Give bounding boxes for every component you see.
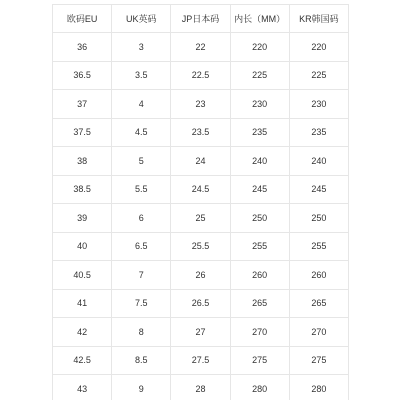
table-row (53, 346, 349, 375)
table-header (53, 5, 349, 33)
table-row (53, 90, 349, 119)
cell-eu: 36.5 (53, 61, 112, 90)
table-row (53, 232, 349, 261)
cell-kr: 280 (289, 375, 348, 400)
cell-kr: 250 (289, 204, 348, 233)
table-row (53, 375, 349, 400)
cell-jp: 25.5 (171, 232, 230, 261)
cell-kr: 260 (289, 261, 348, 290)
cell-kr: 220 (289, 33, 348, 62)
cell-eu: 43 (53, 375, 112, 400)
cell-eu: 36 (53, 33, 112, 62)
cell-eu: 40 (53, 232, 112, 261)
cell-kr: 235 (289, 118, 348, 147)
cell-eu: 39 (53, 204, 112, 233)
cell-kr: 225 (289, 61, 348, 90)
cell-uk: 4.5 (112, 118, 171, 147)
cell-inner-length: 265 (230, 289, 289, 318)
cell-inner-length: 255 (230, 232, 289, 261)
cell-jp: 28 (171, 375, 230, 400)
cell-jp: 27 (171, 318, 230, 347)
cell-jp: 24.5 (171, 175, 230, 204)
cell-uk: 8.5 (112, 346, 171, 375)
cell-jp: 26.5 (171, 289, 230, 318)
table-row (53, 175, 349, 204)
size-conversion-table (52, 4, 349, 400)
cell-jp: 23.5 (171, 118, 230, 147)
table-row (53, 261, 349, 290)
cell-uk: 9 (112, 375, 171, 400)
cell-uk: 7 (112, 261, 171, 290)
cell-kr: 265 (289, 289, 348, 318)
cell-uk: 8 (112, 318, 171, 347)
cell-uk: 3 (112, 33, 171, 62)
table-row (53, 61, 349, 90)
table-row (53, 33, 349, 62)
cell-jp: 23 (171, 90, 230, 119)
cell-eu: 42.5 (53, 346, 112, 375)
header-jp: JP日本码 (171, 5, 230, 33)
header-kr: KR韩国码 (289, 5, 348, 33)
table-row (53, 147, 349, 176)
header-row (53, 5, 349, 33)
cell-uk: 5 (112, 147, 171, 176)
cell-jp: 25 (171, 204, 230, 233)
cell-kr: 230 (289, 90, 348, 119)
cell-inner-length: 235 (230, 118, 289, 147)
cell-inner-length: 220 (230, 33, 289, 62)
cell-uk: 4 (112, 90, 171, 119)
table-row (53, 289, 349, 318)
cell-jp: 27.5 (171, 346, 230, 375)
table-body (53, 33, 349, 400)
cell-eu: 40.5 (53, 261, 112, 290)
cell-eu: 41 (53, 289, 112, 318)
cell-inner-length: 250 (230, 204, 289, 233)
table-row (53, 318, 349, 347)
header-uk: UK英码 (112, 5, 171, 33)
cell-eu: 38 (53, 147, 112, 176)
cell-inner-length: 275 (230, 346, 289, 375)
cell-inner-length: 240 (230, 147, 289, 176)
cell-inner-length: 245 (230, 175, 289, 204)
table-row (53, 118, 349, 147)
cell-jp: 24 (171, 147, 230, 176)
cell-kr: 275 (289, 346, 348, 375)
cell-jp: 26 (171, 261, 230, 290)
cell-jp: 22.5 (171, 61, 230, 90)
cell-inner-length: 225 (230, 61, 289, 90)
cell-kr: 245 (289, 175, 348, 204)
header-inner-length: 内长（MM） (230, 5, 289, 33)
cell-uk: 6.5 (112, 232, 171, 261)
cell-uk: 5.5 (112, 175, 171, 204)
header-eu: 欧码EU (53, 5, 112, 33)
cell-eu: 38.5 (53, 175, 112, 204)
cell-kr: 270 (289, 318, 348, 347)
cell-kr: 240 (289, 147, 348, 176)
cell-inner-length: 230 (230, 90, 289, 119)
cell-inner-length: 280 (230, 375, 289, 400)
table-row (53, 204, 349, 233)
cell-eu: 37 (53, 90, 112, 119)
cell-uk: 7.5 (112, 289, 171, 318)
cell-inner-length: 270 (230, 318, 289, 347)
cell-uk: 6 (112, 204, 171, 233)
cell-eu: 37.5 (53, 118, 112, 147)
cell-eu: 42 (53, 318, 112, 347)
cell-uk: 3.5 (112, 61, 171, 90)
cell-inner-length: 260 (230, 261, 289, 290)
cell-kr: 255 (289, 232, 348, 261)
cell-jp: 22 (171, 33, 230, 62)
